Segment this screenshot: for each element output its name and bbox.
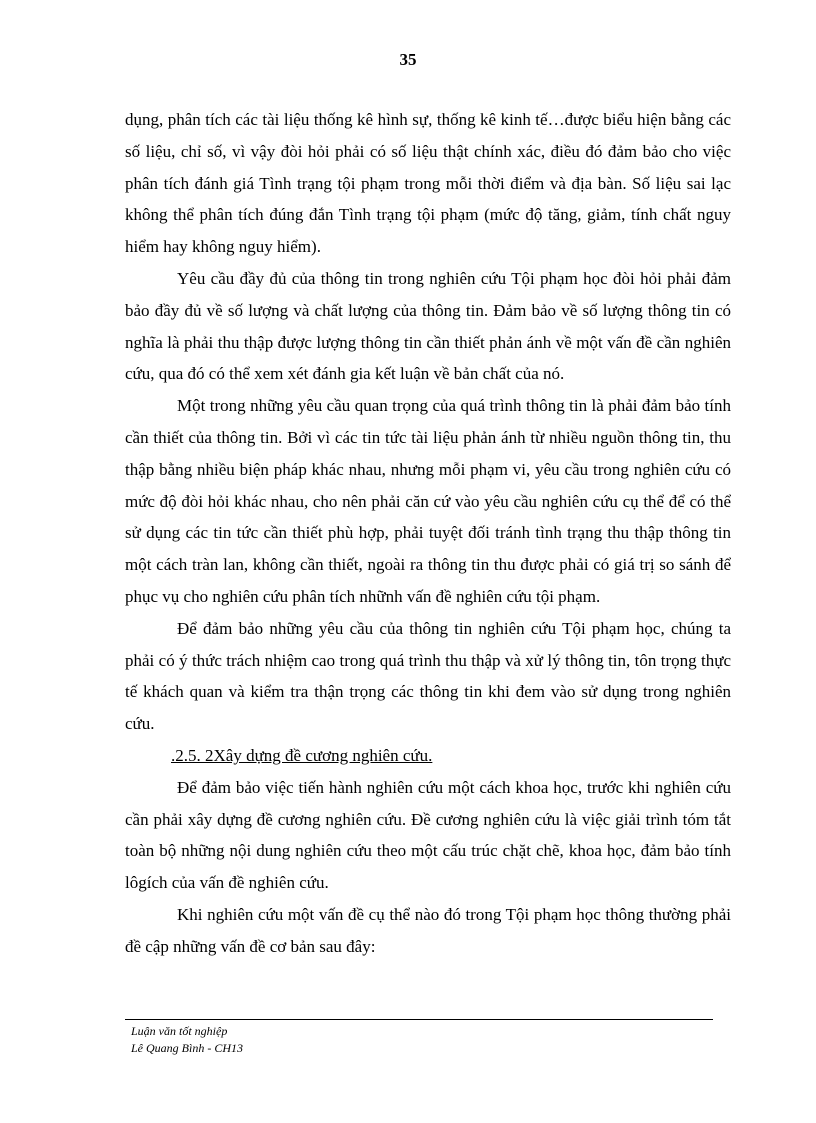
paragraph-info-necessity: Một trong những yêu cầu quan trọng của quá trình thông tin là phải đảm bảo tính cần thiết của thông tin. Bởi vì các tin tức tài liệu phản ánh từ nhiều nguồn thông tin, thu thập bằng nhiều biện pháp khác nhau, nhưng mỗi phạm vi, yêu cầu trong nghiên cứu có mức độ đòi hỏi khác nhau, cho nên phải căn cứ vào yêu cầu nghiên cứu cụ thể để có thể sử dụng các tin tức cần thiết phù hợp, phải tuyệt đối tránh tình trạng thu thập thông tin một cách tràn lan, không cần thiết, ngoài ra thông tin thu được phải có giá trị so sánh để phục vụ cho nghiên cứu phân tích nhữnh vấn đề nghiên cứu tội phạm. [125, 396, 731, 606]
section-heading: .2.5. 2Xây dựng đề cương nghiên cứu. [171, 745, 433, 765]
paragraph-outline-purpose: Để đảm bảo việc tiến hành nghiên cứu một cách khoa học, trước khi nghiên cứu cần phải xây dựng đề cương nghiên cứu. Đề cương nghiên cứu là việc giải trình tóm tắt toàn bộ những nội dung nghiên cứu theo một cấu trúc chặt chẽ, khoa học, đảm bảo tính lôgích của vấn đề nghiên cứu. [125, 777, 731, 893]
footer-thesis-label: Luận văn tốt nghiệp [131, 1024, 228, 1038]
page-number: 35 [399, 50, 417, 69]
paragraph-outline-contents: Khi nghiên cứu một vấn đề cụ thể nào đó trong Tội phạm học thông thường phải đề cập những vấn đề cơ bản sau đây: [125, 904, 731, 956]
page-footer [131, 1023, 243, 1057]
body-text [125, 104, 731, 963]
footer-author: Lê Quang Bình - CH13 [131, 1041, 243, 1055]
paragraph-info-completeness: Yêu cầu đầy đủ của thông tin trong nghiên cứu Tội phạm học đòi hỏi phải đảm bảo đầy đủ về số lượng và chất lượng của thông tin. Đảm bảo về số lượng thông tin có nghĩa là phải thu thập được lượng thông tin cần thiết phản ánh về một vấn đề cần nghiên cứu, qua đó có thể xem xét đánh gia kết luận về bản chất của nó. [125, 268, 731, 384]
paragraph-info-responsibility: Để đảm bảo những yêu cầu của thông tin nghiên cứu Tội phạm học, chúng ta phải có ý thức trách nhiệm cao trong quá trình thu thập và xử lý thông tin, tôn trọng thực tế khách quan và kiểm tra thận trọng các thông tin khi đem vào sử dụng trong nghiên cứu. [125, 618, 731, 734]
footer-divider [125, 1019, 713, 1020]
paragraph-continuation: dụng, phân tích các tài liệu thống kê hình sự, thống kê kinh tế…được biểu hiện bằng các số liệu, chỉ số, vì vậy đòi hỏi phải có số liệu thật chính xác, điều đó đảm bảo cho việc phân tích đánh giá Tình trạng tội phạm trong mỗi thời điểm và địa bàn. Số liệu sai lạc không thể phân tích đúng đắn Tình trạng tội phạm (mức độ tăng, giảm, tính chất nguy hiểm hay không nguy hiểm). [125, 110, 731, 257]
